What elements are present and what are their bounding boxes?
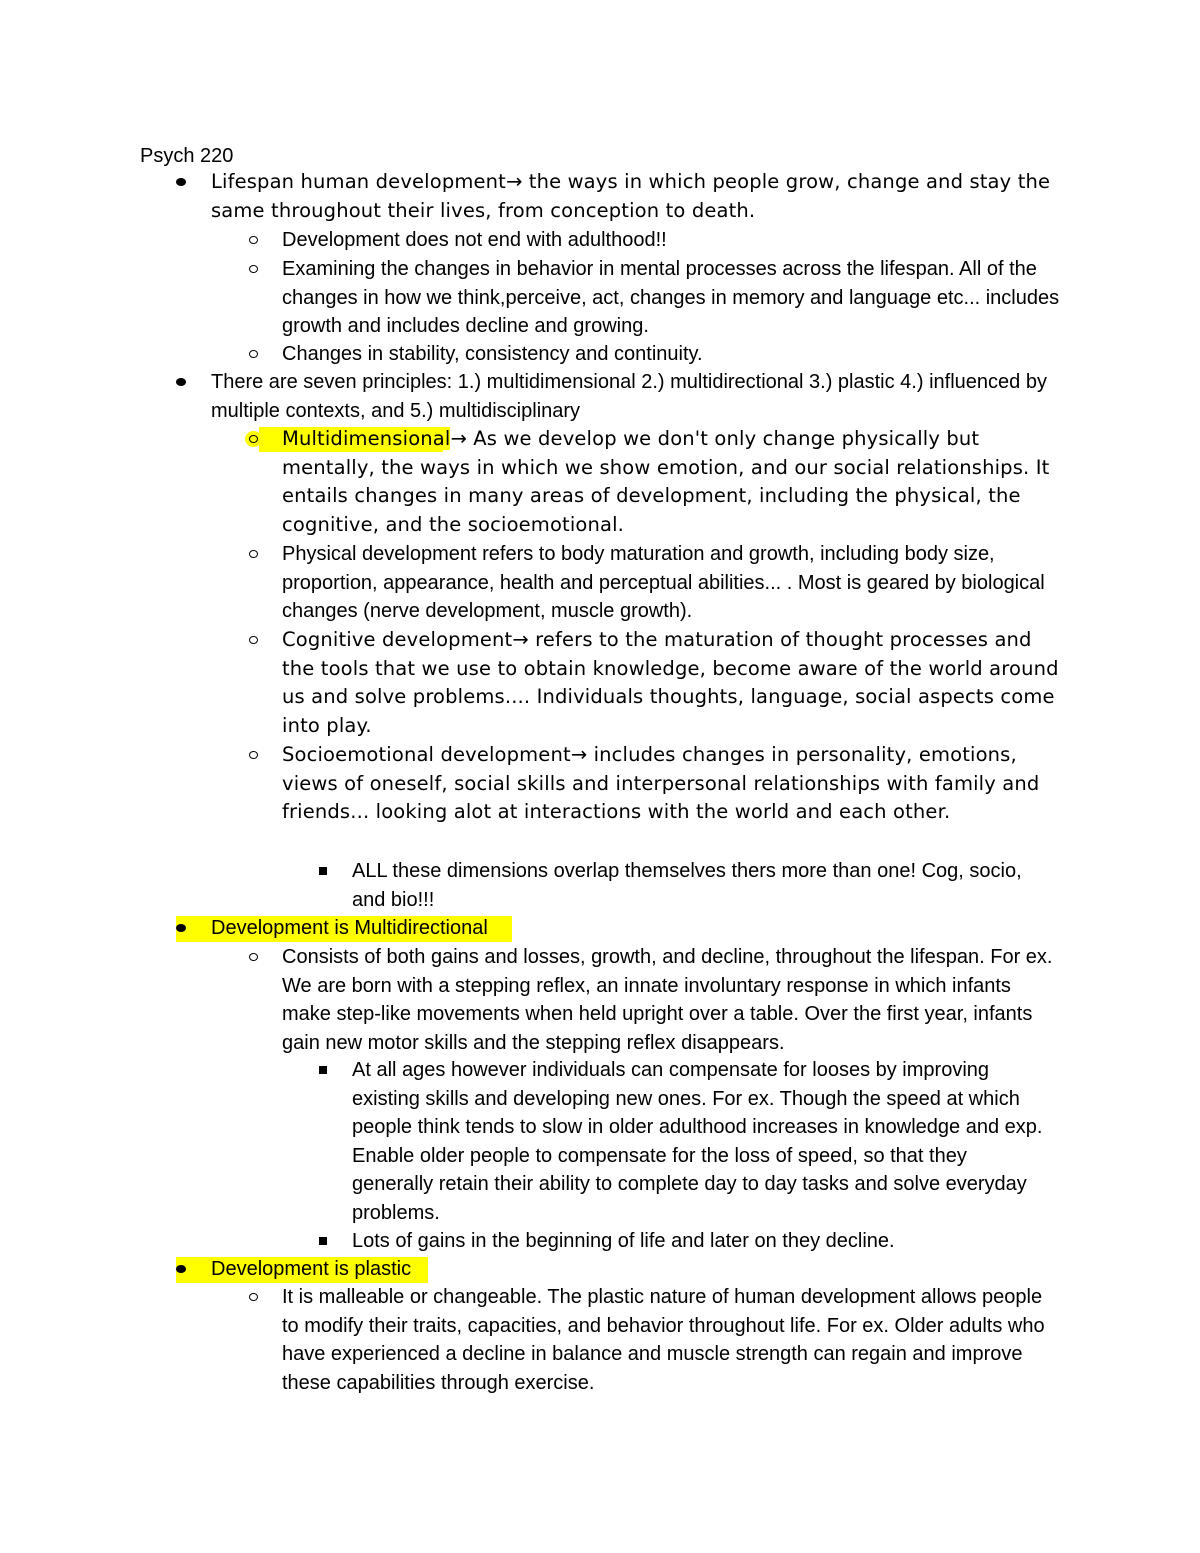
bullet-circle-icon <box>249 953 258 961</box>
list-item <box>211 168 1061 225</box>
bullet-circle-icon <box>249 236 258 244</box>
bullet-circle-icon <box>249 636 258 644</box>
list-item-text: the ways in which people grow, change and stay the same throughout their lives, from conception to death. <box>211 170 1051 222</box>
bullet-circle-icon <box>249 265 258 273</box>
list-item-text: Changes in stability, consistency and continuity. <box>282 343 703 365</box>
list-item-text: Cognitive development→ refers to the maturation of thought processes and the tools that we use to obtain knowledge, become aware of the world around us and solve problems.... Individuals thoughts, language, social aspects come into play. <box>282 628 1059 737</box>
list-item <box>282 540 1062 626</box>
list-item <box>211 914 1061 943</box>
document-title: Psych 220 <box>140 145 234 167</box>
list-item-text: At all ages however individuals can compensate for looses by improving existing skills and developing new ones. For ex. Though the speed at which people think tends to slow in older adulthood increases in knowledge and exp. Enable older people to compensate for the loss of speed, so that they generally retain their ability to complete day to day tasks and solve everyday problems. <box>352 1059 1043 1224</box>
list-item-text: Lots of gains in the beginning of life and later on they decline. <box>352 1230 895 1252</box>
list-item-text: Examining the changes in behavior in mental processes across the lifespan. All of the changes in how we think,perceive, act, changes in memory and language etc... includes growth and includes decline and growing. <box>282 258 1060 337</box>
list-item <box>282 1283 1062 1397</box>
list-item <box>352 857 1052 914</box>
list-item <box>282 943 1062 1057</box>
bullet-disc-icon <box>176 178 186 186</box>
bullet-disc-icon <box>176 1265 186 1273</box>
list-item-lead: Lifespan human development→ <box>211 170 523 193</box>
bullet-circle-icon <box>249 751 258 759</box>
bullet-square-icon <box>319 1066 327 1074</box>
list-item-text: Socioemotional development→ includes changes in personality, emotions, views of oneself, social skills and interpersonal relationships with family and friends... looking alot at interactions with the world and each other. <box>282 743 1040 823</box>
list-item <box>352 1227 1052 1256</box>
list-item-text: → As we develop we don't only change physically but mentally, the ways in which we show emotion, and our social relationships. It entails changes in many areas of development, including the physical, the cognitive, and the socioemotional. <box>282 427 1050 536</box>
bullet-circle-icon <box>249 1293 258 1301</box>
list-item <box>282 626 1062 740</box>
list-item-text: Physical development refers to body maturation and growth, including body size, proportion, appearance, health and perceptual abilities... . Most is geared by biological changes (nerve development, muscle growth). <box>282 543 1045 622</box>
list-item <box>282 255 1062 341</box>
bullet-square-icon <box>319 867 327 875</box>
list-item <box>282 340 1062 369</box>
list-item <box>282 226 1062 255</box>
list-item-text: There are seven principles: 1.) multidimensional 2.) multidirectional 3.) plastic 4.) influenced by multiple contexts, and 5.) multidisciplinary <box>211 371 1047 422</box>
list-item-text: Development is plastic <box>211 1258 412 1280</box>
bullet-disc-icon <box>176 378 186 386</box>
list-item <box>211 368 1061 425</box>
list-item-text: Development does not end with adulthood!! <box>282 229 667 251</box>
list-item-text: Consists of both gains and losses, growth, and decline, throughout the lifespan. For ex. We are born with a stepping reflex, an innate involuntary response in which infants make step-like movements when held upright over a table. Over the first year, infants gain new motor skills and the stepping reflex disappears. <box>282 946 1053 1054</box>
list-item-text: Development is Multidirectional <box>211 917 488 939</box>
bullet-circle-icon <box>249 435 258 443</box>
list-item <box>282 425 1062 539</box>
list-item <box>211 1255 1061 1284</box>
bullet-circle-icon <box>249 550 258 558</box>
list-item-text: ALL these dimensions overlap themselves thers more than one! Cog, socio, and bio!!! <box>352 860 1022 911</box>
bullet-square-icon <box>319 1237 327 1245</box>
list-item <box>282 741 1062 827</box>
bullet-disc-icon <box>176 924 186 932</box>
list-item <box>352 1056 1052 1227</box>
list-item-text: It is malleable or changeable. The plastic nature of human development allows people to modify their traits, capacities, and behavior throughout life. For ex. Older adults who have experienced a decline in balance and muscle strength can regain and improve these capabilities through exercise. <box>282 1286 1045 1394</box>
bullet-circle-icon <box>249 350 258 358</box>
list-item-lead: Multidimensional <box>282 427 451 450</box>
